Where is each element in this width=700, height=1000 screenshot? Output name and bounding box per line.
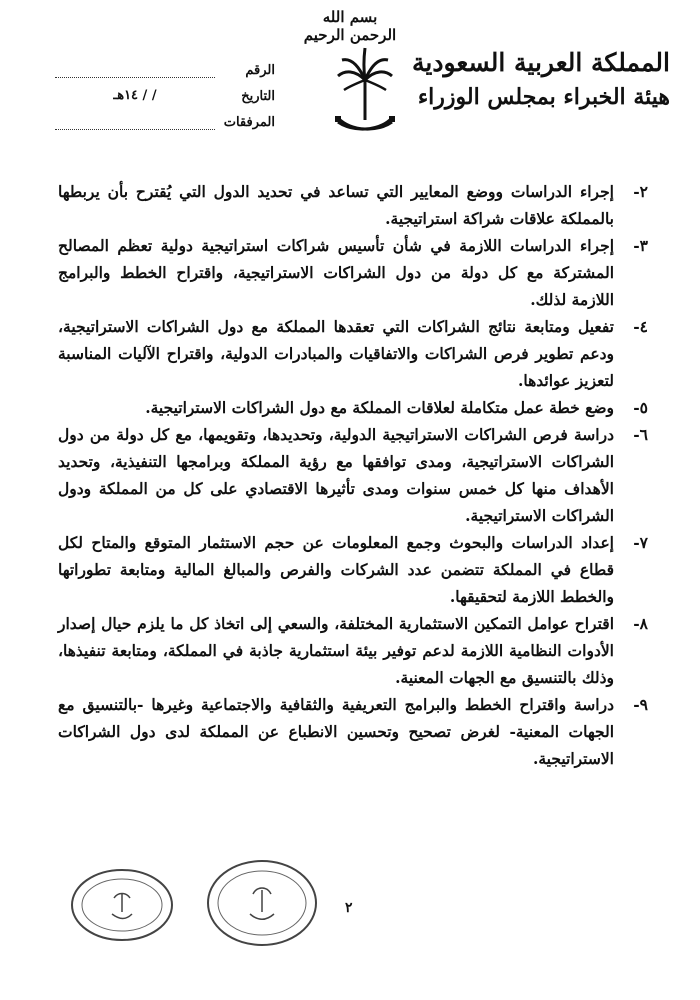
letterhead-authority: هيئة الخبراء بمجلس الوزراء — [417, 84, 670, 110]
item-number: ٦- — [633, 425, 648, 444]
official-seal-icon — [70, 868, 175, 943]
page-number: ٢ — [345, 900, 353, 916]
list-item — [58, 232, 648, 313]
item-number: ٥- — [633, 398, 648, 417]
date-label: التاريخ — [241, 89, 275, 104]
item-number: ٧- — [633, 533, 648, 552]
date-row — [55, 78, 275, 104]
item-text: دراسة فرص الشراكات الاستراتيجية الدولية، وتحديدها، وتقويمها، مع كل دولة من دول الشراكات الاستراتيجية، ومدى توافقها مع رؤية المملكة وبرامجها التنفيذية، وتحديد الأهداف منها كل خمس سنوات ومدى تأثيرها الاقتصادي على كل من المملكة ودول الشراكات الاستراتيجية. — [58, 425, 614, 525]
list-item — [58, 421, 648, 529]
official-seal-icon — [205, 858, 320, 948]
attachments-field — [55, 113, 215, 130]
number-field — [55, 61, 215, 78]
list-item — [58, 313, 648, 394]
item-text: دراسة واقتراح الخطط والبرامج التعريفية والثقافية والاجتماعية وغيرها -بالتنسيق مع الجهات المعنية- لغرض تصحيح وتحسين الانطباع عن المملكة لدى دول الشراكات الاستراتيجية. — [58, 695, 614, 768]
number-row — [55, 52, 275, 78]
item-text: وضع خطة عمل متكاملة لعلاقات المملكة مع دول الشراكات الاستراتيجية. — [145, 398, 614, 417]
letterhead — [410, 46, 670, 114]
list-item — [58, 529, 648, 610]
item-text: تفعيل ومتابعة نتائج الشراكات التي تعقدها المملكة مع دول الشراكات الاستراتيجية، ودعم تطوير فرص الشراكات والاتفاقيات والمبادرات الدولية، واقتراح الآليات المناسبة لتعزيز عوائدها. — [58, 317, 614, 390]
basmala: بسم الله الرحمن الرحيم — [303, 8, 397, 44]
document-meta — [55, 52, 275, 130]
item-number: ٤- — [633, 317, 648, 336]
item-number: ٣- — [633, 236, 648, 255]
item-text: اقتراح عوامل التمكين الاستثمارية المختلفة، والسعي إلى اتخاذ كل ما يلزم حيال إصدار الأدوات النظامية اللازمة لدعم توفير بيئة استثمارية جاذبة في المملكة، ومتابعة تنفيذها، وذلك بالتنسيق مع الجهات المعنية. — [58, 614, 614, 687]
attachments-row — [55, 104, 275, 130]
list-item — [58, 178, 648, 232]
saudi-emblem-icon — [330, 40, 400, 140]
attachments-label: المرفقات — [223, 115, 275, 130]
list-item — [58, 394, 648, 421]
number-label: الرقم — [245, 63, 275, 78]
item-number: ٨- — [633, 614, 648, 633]
item-number: ٩- — [633, 695, 648, 714]
list-item — [58, 691, 648, 772]
date-field: / / ١٤هـ — [113, 88, 157, 103]
letterhead-country: المملكة العربية السعودية — [411, 48, 670, 77]
document-body — [58, 178, 648, 772]
item-number: ٢- — [633, 182, 648, 201]
item-text: إجراء الدراسات ووضع المعايير التي تساعد في تحديد الدول التي يُقترح بأن يربطها بالمملكة علاقات شراكة استراتيجية. — [58, 182, 614, 228]
item-text: إجراء الدراسات اللازمة في شأن تأسيس شراكات استراتيجية دولية تعظم المصالح المشتركة مع كل دولة من دول الشراكات الاستراتيجية، واقتراح الخطط والبرامج اللازمة لذلك. — [58, 236, 614, 309]
list-item — [58, 610, 648, 691]
item-text: إعداد الدراسات والبحوث وجمع المعلومات عن حجم الاستثمار المتوقع والمتاح لكل قطاع في المملكة تتضمن عدد الشركات والفرص والمبالغ المالية ومتابعة تطوراتها والخطط اللازمة لتحقيقها. — [58, 533, 614, 606]
